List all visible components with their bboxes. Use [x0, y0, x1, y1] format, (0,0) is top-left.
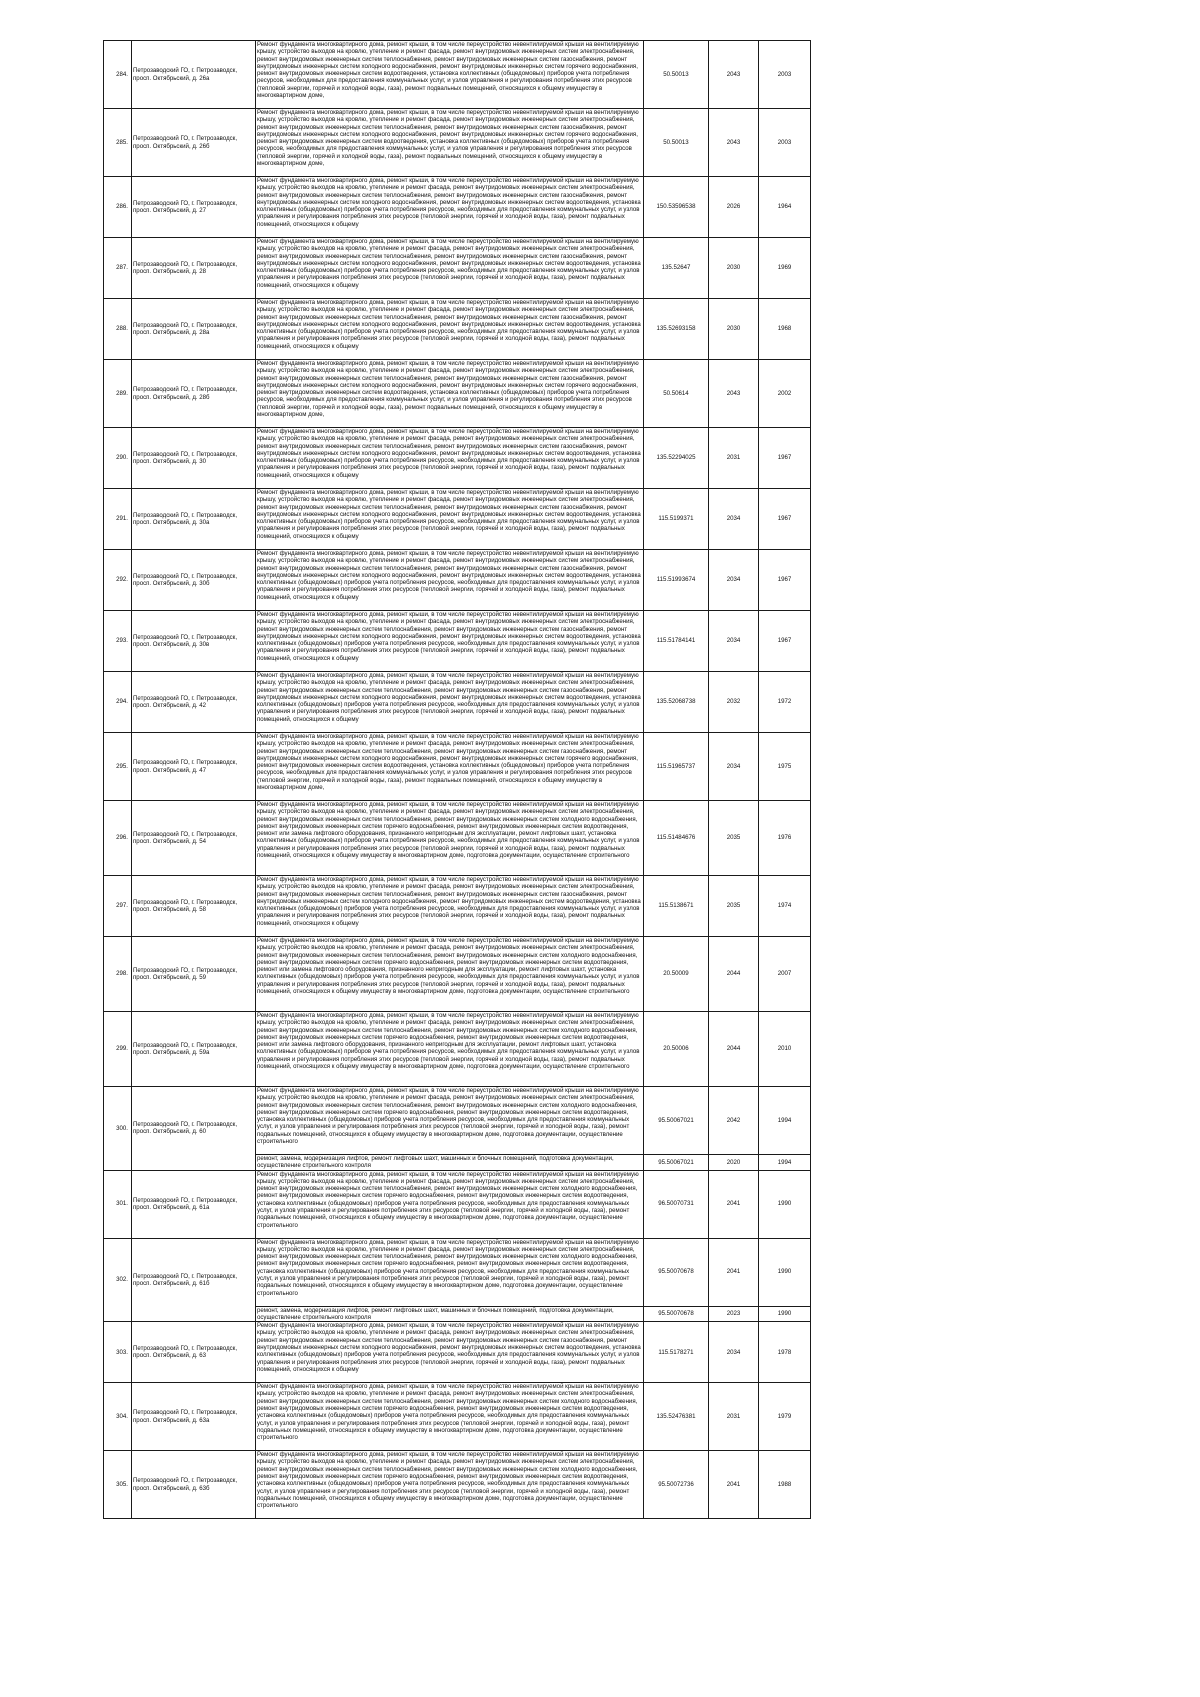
- work-description-text: Ремонт фундамента многоквартирного дома, ремонт крыши, в том числе переустройство невентилируемой крыши на вентилируемую крышу, устройство выходов на кровлю, утепление и ремонт фасада, ремонт внутридомовых инженерных систем электроснабжения, ремонт внутридомовых инженерных систем теплоснабжения, ремонт внутридомовых инженерных систем газоснабжения, ремонт внутридомовых инженерных систем холодного водоснабжения, ремонт внутридомовых инженерных систем водоотведения, установка коллективных (общедомовых) приборов учета потребления ресурсов, необходимых для предоставления коммунальных услуг, и узлов управления и регулирования потребления этих ресурсов (тепловой энергии, горячей и холодной воды, газа), ремонт подвальных помещений, относящихся к общему: [257, 550, 641, 601]
- repair-year-cell: 2031: [709, 428, 759, 489]
- repair-year-cell: 2030: [709, 238, 759, 299]
- cost-cell: 95.50067021: [644, 1087, 709, 1155]
- address-cell: Петрозаводский ГО, г. Петрозаводск, просп. Октябрьский, д. 63а: [132, 1383, 256, 1451]
- cost-cell: 115.51484676: [644, 801, 709, 876]
- build-year-cell: 1964: [759, 177, 811, 238]
- build-year-cell: 1990: [759, 1306, 811, 1322]
- address-cell: Петрозаводский ГО, г. Петрозаводск, просп. Октябрьский, д. 26а: [132, 41, 256, 109]
- capital-repair-table: [103, 40, 811, 1519]
- repair-year-cell: 2026: [709, 177, 759, 238]
- work-description-cell: [256, 109, 644, 177]
- table-row: [104, 41, 811, 109]
- build-year-cell: 1990: [759, 1170, 811, 1238]
- repair-year-cell: 2020: [709, 1155, 759, 1171]
- table-row: [104, 801, 811, 876]
- work-description-cell: [256, 177, 644, 238]
- build-year-cell: 1988: [759, 1451, 811, 1519]
- address-cell: Петрозаводский ГО, г. Петрозаводск, просп. Октябрьский, д. 26б: [132, 109, 256, 177]
- address-cell: Петрозаводский ГО, г. Петрозаводск, просп. Октябрьский, д. 63б: [132, 1451, 256, 1519]
- work-description-text: Ремонт фундамента многоквартирного дома, ремонт крыши, в том числе переустройство невентилируемой крыши на вентилируемую крышу, устройство выходов на кровлю, утепление и ремонт фасада, ремонт внутридомовых инженерных систем электроснабжения, ремонт внутридомовых инженерных систем теплоснабжения, ремонт внутридомовых инженерных систем холодного водоснабжения, ремонт внутридомовых инженерных систем горячего водоснабжения, ремонт внутридомовых инженерных систем водоотведения, ремонт или замена лифтового оборудования, признанного непригодным для эксплуатации, ремонт лифтовых шахт, установка коллективных (общедомовых) приборов учета потребления ресурсов, необходимых для предоставления коммунальных услуг, и узлов управления и регулирования потребления этих ресурсов (тепловой энергии, горячей и холодной воды, газа), ремонт подвальных помещений, относящихся к общему имуществу в многоквартирном доме, подготовка документации, осуществление строительного: [257, 1012, 640, 1071]
- work-description-cell: [256, 360, 644, 428]
- address-cell: Петрозаводский ГО, г. Петрозаводск, просп. Октябрьский, д. 63: [132, 1322, 256, 1383]
- repair-year-cell: 2023: [709, 1306, 759, 1322]
- address-cell: Петрозаводский ГО, г. Петрозаводск, просп. Октябрьский, д. 30б: [132, 550, 256, 611]
- table-row: [104, 611, 811, 672]
- work-description-cell: [256, 1383, 644, 1451]
- work-description-text: Ремонт фундамента многоквартирного дома, ремонт крыши, в том числе переустройство невентилируемой крыши на вентилируемую крышу, устройство выходов на кровлю, утепление и ремонт фасада, ремонт внутридомовых инженерных систем электроснабжения, ремонт внутридомовых инженерных систем теплоснабжения, ремонт внутридомовых инженерных систем газоснабжения, ремонт внутридомовых инженерных систем холодного водоснабжения, ремонт внутридомовых инженерных систем водоотведения, установка коллективных (общедомовых) приборов учета потребления ресурсов, необходимых для предоставления коммунальных услуг, и узлов управления и регулирования потребления этих ресурсов (тепловой энергии, горячей и холодной воды, газа), ремонт подвальных помещений, относящихся к общему: [257, 611, 641, 662]
- repair-year-cell: 2041: [709, 1451, 759, 1519]
- work-description-cell: ремонт, замена, модернизация лифтов, ремонт лифтовых шахт, машинных и блочных помещений, подготовка документации, осуществление строительного контроля: [256, 1306, 644, 1322]
- row-number-cell: 291.: [104, 489, 132, 550]
- repair-year-cell: 2044: [709, 937, 759, 1012]
- row-number-cell: 304.: [104, 1383, 132, 1451]
- row-number-cell: 299.: [104, 1012, 132, 1087]
- work-description-text: Ремонт фундамента многоквартирного дома, ремонт крыши, в том числе переустройство невентилируемой крыши на вентилируемую крышу, устройство выходов на кровлю, утепление и ремонт фасада, ремонт внутридомовых инженерных систем электроснабжения, ремонт внутридомовых инженерных систем теплоснабжения, ремонт внутридомовых инженерных систем холодного водоснабжения, ремонт внутридомовых инженерных систем горячего водоснабжения, ремонт внутридомовых инженерных систем водоотведения, ремонт или замена лифтового оборудования, признанного непригодным для эксплуатации, ремонт лифтовых шахт, установка коллективных (общедомовых) приборов учета потребления ресурсов, необходимых для предоставления коммунальных услуг, и узлов управления и регулирования потребления этих ресурсов (тепловой энергии, горячей и холодной воды, газа), ремонт подвальных помещений, относящихся к общему имуществу в многоквартирном доме, подготовка документации, осуществление строительного: [257, 801, 640, 860]
- row-number-cell: 287.: [104, 238, 132, 299]
- address-cell: Петрозаводский ГО, г. Петрозаводск, просп. Октябрьский, д. 28: [132, 238, 256, 299]
- address-cell: Петрозаводский ГО, г. Петрозаводск, просп. Октябрьский, д. 28б: [132, 360, 256, 428]
- cost-cell: 95.50067021: [644, 1155, 709, 1171]
- table-row: [104, 1322, 811, 1383]
- table-row: [104, 1238, 811, 1306]
- build-year-cell: 2003: [759, 109, 811, 177]
- table-row: [104, 550, 811, 611]
- work-description-text: Ремонт фундамента многоквартирного дома, ремонт крыши, в том числе переустройство невентилируемой крыши на вентилируемую крышу, устройство выходов на кровлю, утепление и ремонт фасада, ремонт внутридомовых инженерных систем электроснабжения, ремонт внутридомовых инженерных систем теплоснабжения, ремонт внутридомовых инженерных систем холодного водоснабжения, ремонт внутридомовых инженерных систем горячего водоснабжения, ремонт внутридомовых инженерных систем водоотведения, установка коллективных (общедомовых) приборов учета потребления ресурсов, необходимых для предоставления коммунальных услуг, и узлов управления и регулирования потребления этих ресурсов (тепловой энергии, горячей и холодной воды, газа), ремонт подвальных помещений, относящихся к общему имуществу в многоквартирном доме, подготовка документации, осуществление строительного: [257, 1451, 639, 1510]
- row-number-cell: 288.: [104, 299, 132, 360]
- row-number-cell: 292.: [104, 550, 132, 611]
- build-year-cell: 1974: [759, 876, 811, 937]
- build-year-cell: 2003: [759, 41, 811, 109]
- row-number-cell: 295.: [104, 733, 132, 801]
- cost-cell: 135.52476381: [644, 1383, 709, 1451]
- work-description-cell: [256, 41, 644, 109]
- build-year-cell: 2010: [759, 1012, 811, 1087]
- work-description-cell: [256, 299, 644, 360]
- address-cell: Петрозаводский ГО, г. Петрозаводск, просп. Октябрьский, д. 59а: [132, 1012, 256, 1087]
- table-row: [104, 489, 811, 550]
- row-number-cell: 290.: [104, 428, 132, 489]
- row-number-cell: 298.: [104, 937, 132, 1012]
- cost-cell: 115.51784141: [644, 611, 709, 672]
- cost-cell: 50.50614: [644, 360, 709, 428]
- repair-year-cell: 2043: [709, 360, 759, 428]
- row-number-cell: 293.: [104, 611, 132, 672]
- build-year-cell: 1976: [759, 801, 811, 876]
- work-description-cell: [256, 489, 644, 550]
- table-row: [104, 299, 811, 360]
- row-number-cell: 301.: [104, 1170, 132, 1238]
- cost-cell: 95.50070678: [644, 1306, 709, 1322]
- build-year-cell: 2002: [759, 360, 811, 428]
- cost-cell: 115.51993674: [644, 550, 709, 611]
- repair-year-cell: 2030: [709, 299, 759, 360]
- build-year-cell: 1994: [759, 1155, 811, 1171]
- table-row: [104, 1383, 811, 1451]
- work-description-text: Ремонт фундамента многоквартирного дома, ремонт крыши, в том числе переустройство невентилируемой крыши на вентилируемую крышу, устройство выходов на кровлю, утепление и ремонт фасада, ремонт внутридомовых инженерных систем электроснабжения, ремонт внутридомовых инженерных систем теплоснабжения, ремонт внутридомовых инженерных систем газоснабжения, ремонт внутридомовых инженерных систем холодного водоснабжения, ремонт внутридомовых инженерных систем горячего водоснабжения, ремонт внутридомовых инженерных систем водоотведения, установка коллективных (общедомовых) приборов учета потребления ресурсов, необходимых для предоставления коммунальных услуг, и узлов управления и регулирования потребления этих ресурсов (тепловой энергии, горячей и холодной воды, газа), ремонт подвальных помещений, относящихся к общему имуществу в многоквартирном доме,: [257, 733, 639, 792]
- cost-cell: 135.52647: [644, 238, 709, 299]
- repair-year-cell: 2041: [709, 1238, 759, 1306]
- address-cell: Петрозаводский ГО, г. Петрозаводск, просп. Октябрьский, д. 30а: [132, 489, 256, 550]
- row-number-cell: 294.: [104, 672, 132, 733]
- table-row: [104, 238, 811, 299]
- work-description-cell: [256, 1087, 644, 1155]
- row-number-cell: 286.: [104, 177, 132, 238]
- work-description-cell: ремонт, замена, модернизация лифтов, ремонт лифтовых шахт, машинных и блочных помещений, подготовка документации, осуществление строительного контроля: [256, 1155, 644, 1171]
- work-description-cell: [256, 876, 644, 937]
- address-cell: Петрозаводский ГО, г. Петрозаводск, просп. Октябрьский, д. 60: [132, 1087, 256, 1171]
- table-body: [104, 41, 811, 1519]
- table-row: [104, 177, 811, 238]
- work-description-text: Ремонт фундамента многоквартирного дома, ремонт крыши, в том числе переустройство невентилируемой крыши на вентилируемую крышу, устройство выходов на кровлю, утепление и ремонт фасада, ремонт внутридомовых инженерных систем электроснабжения, ремонт внутридомовых инженерных систем теплоснабжения, ремонт внутридомовых инженерных систем холодного водоснабжения, ремонт внутридомовых инженерных систем горячего водоснабжения, ремонт внутридомовых инженерных систем водоотведения, установка коллективных (общедомовых) приборов учета потребления ресурсов, необходимых для предоставления коммунальных услуг, и узлов управления и регулирования потребления этих ресурсов (тепловой энергии, горячей и холодной воды, газа), ремонт подвальных помещений, относящихся к общему имуществу в многоквартирном доме, подготовка документации, осуществление строительного: [257, 1087, 639, 1146]
- cost-cell: 115.5178271: [644, 1322, 709, 1383]
- work-description-cell: [256, 1238, 644, 1306]
- cost-cell: 115.5138671: [644, 876, 709, 937]
- work-description-cell: [256, 1322, 644, 1383]
- address-cell: Петрозаводский ГО, г. Петрозаводск, просп. Октябрьский, д. 30: [132, 428, 256, 489]
- address-cell: Петрозаводский ГО, г. Петрозаводск, просп. Октябрьский, д. 61б: [132, 1238, 256, 1322]
- row-number-cell: 296.: [104, 801, 132, 876]
- cost-cell: 20.50006: [644, 1012, 709, 1087]
- cost-cell: 50.50013: [644, 109, 709, 177]
- repair-year-cell: 2043: [709, 41, 759, 109]
- work-description-text: Ремонт фундамента многоквартирного дома, ремонт крыши, в том числе переустройство невентилируемой крыши на вентилируемую крышу, устройство выходов на кровлю, утепление и ремонт фасада, ремонт внутридомовых инженерных систем электроснабжения, ремонт внутридомовых инженерных систем теплоснабжения, ремонт внутридомовых инженерных систем холодного водоснабжения, ремонт внутридомовых инженерных систем горячего водоснабжения, ремонт внутридомовых инженерных систем водоотведения, установка коллективных (общедомовых) приборов учета потребления ресурсов, необходимых для предоставления коммунальных услуг, и узлов управления и регулирования потребления этих ресурсов (тепловой энергии, горячей и холодной воды, газа), ремонт подвальных помещений, относящихся к общему имуществу в многоквартирном доме, подготовка документации, осуществление строительного: [257, 1383, 639, 1442]
- build-year-cell: 1969: [759, 238, 811, 299]
- table-row: [104, 1170, 811, 1238]
- cost-cell: 95.50072736: [644, 1451, 709, 1519]
- work-description-text: Ремонт фундамента многоквартирного дома, ремонт крыши, в том числе переустройство невентилируемой крыши на вентилируемую крышу, устройство выходов на кровлю, утепление и ремонт фасада, ремонт внутридомовых инженерных систем электроснабжения, ремонт внутридомовых инженерных систем теплоснабжения, ремонт внутридомовых инженерных систем газоснабжения, ремонт внутридомовых инженерных систем холодного водоснабжения, ремонт внутридомовых инженерных систем водоотведения, установка коллективных (общедомовых) приборов учета потребления ресурсов, необходимых для предоставления коммунальных услуг, и узлов управления и регулирования потребления этих ресурсов (тепловой энергии, горячей и холодной воды, газа), ремонт подвальных помещений, относящихся к общему: [257, 428, 641, 479]
- build-year-cell: 1967: [759, 550, 811, 611]
- work-description-text: Ремонт фундамента многоквартирного дома, ремонт крыши, в том числе переустройство невентилируемой крыши на вентилируемую крышу, устройство выходов на кровлю, утепление и ремонт фасада, ремонт внутридомовых инженерных систем электроснабжения, ремонт внутридомовых инженерных систем теплоснабжения, ремонт внутридомовых инженерных систем газоснабжения, ремонт внутридомовых инженерных систем холодного водоснабжения, ремонт внутридомовых инженерных систем водоотведения, установка коллективных (общедомовых) приборов учета потребления ресурсов, необходимых для предоставления коммунальных услуг, и узлов управления и регулирования потребления этих ресурсов (тепловой энергии, горячей и холодной воды, газа), ремонт подвальных помещений, относящихся к общему: [257, 489, 641, 540]
- row-number-cell: 302.: [104, 1238, 132, 1322]
- repair-year-cell: 2041: [709, 1170, 759, 1238]
- cost-cell: 135.52693158: [644, 299, 709, 360]
- row-number-cell: 300.: [104, 1087, 132, 1171]
- table-row: [104, 428, 811, 489]
- work-description-text: Ремонт фундамента многоквартирного дома, ремонт крыши, в том числе переустройство невентилируемой крыши на вентилируемую крышу, устройство выходов на кровлю, утепление и ремонт фасада, ремонт внутридомовых инженерных систем электроснабжения, ремонт внутридомовых инженерных систем теплоснабжения, ремонт внутридомовых инженерных систем газоснабжения, ремонт внутридомовых инженерных систем холодного водоснабжения, ремонт внутридомовых инженерных систем водоотведения, установка коллективных (общедомовых) приборов учета потребления ресурсов, необходимых для предоставления коммунальных услуг, и узлов управления и регулирования потребления этих ресурсов (тепловой энергии, горячей и холодной воды, газа), ремонт подвальных помещений, относящихся к общему: [257, 299, 641, 350]
- repair-year-cell: 2035: [709, 876, 759, 937]
- build-year-cell: 1978: [759, 1322, 811, 1383]
- build-year-cell: 2007: [759, 937, 811, 1012]
- build-year-cell: 1968: [759, 299, 811, 360]
- cost-cell: 96.50070731: [644, 1170, 709, 1238]
- work-description-cell: [256, 672, 644, 733]
- table-row: [104, 1012, 811, 1087]
- table-row: [104, 1451, 811, 1519]
- address-cell: Петрозаводский ГО, г. Петрозаводск, просп. Октябрьский, д. 30в: [132, 611, 256, 672]
- repair-year-cell: 2042: [709, 1087, 759, 1155]
- cost-cell: 50.50013: [644, 41, 709, 109]
- cost-cell: 95.50070678: [644, 1238, 709, 1306]
- build-year-cell: 1967: [759, 428, 811, 489]
- work-description-text: Ремонт фундамента многоквартирного дома, ремонт крыши, в том числе переустройство невентилируемой крыши на вентилируемую крышу, устройство выходов на кровлю, утепление и ремонт фасада, ремонт внутридомовых инженерных систем электроснабжения, ремонт внутридомовых инженерных систем теплоснабжения, ремонт внутридомовых инженерных систем газоснабжения, ремонт внутридомовых инженерных систем холодного водоснабжения, ремонт внутридомовых инженерных систем водоотведения, установка коллективных (общедомовых) приборов учета потребления ресурсов, необходимых для предоставления коммунальных услуг, и узлов управления и регулирования потребления этих ресурсов (тепловой энергии, горячей и холодной воды, газа), ремонт подвальных помещений, относящихся к общему: [257, 1322, 641, 1373]
- build-year-cell: 1975: [759, 733, 811, 801]
- table-row: [104, 672, 811, 733]
- build-year-cell: 1972: [759, 672, 811, 733]
- table-row: [104, 360, 811, 428]
- work-description-cell: [256, 238, 644, 299]
- work-description-cell: [256, 1451, 644, 1519]
- repair-year-cell: 2035: [709, 801, 759, 876]
- repair-year-cell: 2032: [709, 672, 759, 733]
- repair-year-cell: 2044: [709, 1012, 759, 1087]
- cost-cell: 115.51965737: [644, 733, 709, 801]
- address-cell: Петрозаводский ГО, г. Петрозаводск, просп. Октябрьский, д. 28а: [132, 299, 256, 360]
- address-cell: Петрозаводский ГО, г. Петрозаводск, просп. Октябрьский, д. 42: [132, 672, 256, 733]
- row-number-cell: 284.: [104, 41, 132, 109]
- repair-year-cell: 2043: [709, 109, 759, 177]
- repair-year-cell: 2034: [709, 550, 759, 611]
- cost-cell: 115.5199371: [644, 489, 709, 550]
- work-description-cell: [256, 937, 644, 1012]
- row-number-cell: 305.: [104, 1451, 132, 1519]
- work-description-text: Ремонт фундамента многоквартирного дома, ремонт крыши, в том числе переустройство невентилируемой крыши на вентилируемую крышу, устройство выходов на кровлю, утепление и ремонт фасада, ремонт внутридомовых инженерных систем электроснабжения, ремонт внутридомовых инженерных систем теплоснабжения, ремонт внутридомовых инженерных систем газоснабжения, ремонт внутридомовых инженерных систем холодного водоснабжения, ремонт внутридомовых инженерных систем водоотведения, установка коллективных (общедомовых) приборов учета потребления ресурсов, необходимых для предоставления коммунальных услуг, и узлов управления и регулирования потребления этих ресурсов (тепловой энергии, горячей и холодной воды, газа), ремонт подвальных помещений, относящихся к общему: [257, 177, 641, 228]
- work-description-cell: [256, 1170, 644, 1238]
- work-description-text: Ремонт фундамента многоквартирного дома, ремонт крыши, в том числе переустройство невентилируемой крыши на вентилируемую крышу, устройство выходов на кровлю, утепление и ремонт фасада, ремонт внутридомовых инженерных систем электроснабжения, ремонт внутридомовых инженерных систем теплоснабжения, ремонт внутридомовых инженерных систем газоснабжения, ремонт внутридомовых инженерных систем холодного водоснабжения, ремонт внутридомовых инженерных систем водоотведения, установка коллективных (общедомовых) приборов учета потребления ресурсов, необходимых для предоставления коммунальных услуг, и узлов управления и регулирования потребления этих ресурсов (тепловой энергии, горячей и холодной воды, газа), ремонт подвальных помещений, относящихся к общему: [257, 238, 641, 289]
- build-year-cell: 1994: [759, 1087, 811, 1155]
- table-row: [104, 876, 811, 937]
- work-description-cell: [256, 801, 644, 876]
- repair-year-cell: 2034: [709, 733, 759, 801]
- work-description-text: Ремонт фундамента многоквартирного дома, ремонт крыши, в том числе переустройство невентилируемой крыши на вентилируемую крышу, устройство выходов на кровлю, утепление и ремонт фасада, ремонт внутридомовых инженерных систем электроснабжения, ремонт внутридомовых инженерных систем теплоснабжения, ремонт внутридомовых инженерных систем газоснабжения, ремонт внутридомовых инженерных систем холодного водоснабжения, ремонт внутридомовых инженерных систем горячего водоснабжения, ремонт внутридомовых инженерных систем водоотведения, установка коллективных (общедомовых) приборов учета потребления ресурсов, необходимых для предоставления коммунальных услуг, и узлов управления и регулирования потребления этих ресурсов (тепловой энергии, горячей и холодной воды, газа), ремонт подвальных помещений, относящихся к общему имуществу в многоквартирном доме,: [257, 360, 639, 419]
- cost-cell: 135.52068738: [644, 672, 709, 733]
- work-description-cell: [256, 1012, 644, 1087]
- cost-cell: 150.53596538: [644, 177, 709, 238]
- build-year-cell: 1967: [759, 489, 811, 550]
- address-cell: Петрозаводский ГО, г. Петрозаводск, просп. Октябрьский, д. 54: [132, 801, 256, 876]
- address-cell: Петрозаводский ГО, г. Петрозаводск, просп. Октябрьский, д. 61а: [132, 1170, 256, 1238]
- repair-year-cell: 2031: [709, 1383, 759, 1451]
- work-description-text: Ремонт фундамента многоквартирного дома, ремонт крыши, в том числе переустройство невентилируемой крыши на вентилируемую крышу, устройство выходов на кровлю, утепление и ремонт фасада, ремонт внутридомовых инженерных систем электроснабжения, ремонт внутридомовых инженерных систем теплоснабжения, ремонт внутридомовых инженерных систем холодного водоснабжения, ремонт внутридомовых инженерных систем горячего водоснабжения, ремонт внутридомовых инженерных систем водоотведения, установка коллективных (общедомовых) приборов учета потребления ресурсов, необходимых для предоставления коммунальных услуг, и узлов управления и регулирования потребления этих ресурсов (тепловой энергии, горячей и холодной воды, газа), ремонт подвальных помещений, относящихся к общему имуществу в многоквартирном доме, подготовка документации, осуществление строительного: [257, 1238, 639, 1297]
- address-cell: Петрозаводский ГО, г. Петрозаводск, просп. Октябрьский, д. 59: [132, 937, 256, 1012]
- build-year-cell: 1979: [759, 1383, 811, 1451]
- work-description-cell: [256, 611, 644, 672]
- repair-year-cell: 2034: [709, 1322, 759, 1383]
- build-year-cell: 1967: [759, 611, 811, 672]
- cost-cell: 20.50009: [644, 937, 709, 1012]
- work-description-text: Ремонт фундамента многоквартирного дома, ремонт крыши, в том числе переустройство невентилируемой крыши на вентилируемую крышу, устройство выходов на кровлю, утепление и ремонт фасада, ремонт внутридомовых инженерных систем электроснабжения, ремонт внутридомовых инженерных систем теплоснабжения, ремонт внутридомовых инженерных систем газоснабжения, ремонт внутридомовых инженерных систем холодного водоснабжения, ремонт внутридомовых инженерных систем водоотведения, установка коллективных (общедомовых) приборов учета потребления ресурсов, необходимых для предоставления коммунальных услуг, и узлов управления и регулирования потребления этих ресурсов (тепловой энергии, горячей и холодной воды, газа), ремонт подвальных помещений, относящихся к общему: [257, 876, 641, 927]
- build-year-cell: 1990: [759, 1238, 811, 1306]
- cost-cell: 135.52294025: [644, 428, 709, 489]
- work-description-cell: [256, 428, 644, 489]
- table-row: [104, 937, 811, 1012]
- row-number-cell: 303.: [104, 1322, 132, 1383]
- work-description-text: Ремонт фундамента многоквартирного дома, ремонт крыши, в том числе переустройство невентилируемой крыши на вентилируемую крышу, устройство выходов на кровлю, утепление и ремонт фасада, ремонт внутридомовых инженерных систем электроснабжения, ремонт внутридомовых инженерных систем теплоснабжения, ремонт внутридомовых инженерных систем газоснабжения, ремонт внутридомовых инженерных систем холодного водоснабжения, ремонт внутридомовых инженерных систем водоотведения, установка коллективных (общедомовых) приборов учета потребления ресурсов, необходимых для предоставления коммунальных услуг, и узлов управления и регулирования потребления этих ресурсов (тепловой энергии, горячей и холодной воды, газа), ремонт подвальных помещений, относящихся к общему: [257, 672, 641, 723]
- row-number-cell: 289.: [104, 360, 132, 428]
- repair-year-cell: 2034: [709, 611, 759, 672]
- table-row: [104, 109, 811, 177]
- address-cell: Петрозаводский ГО, г. Петрозаводск, просп. Октябрьский, д. 47: [132, 733, 256, 801]
- repair-year-cell: 2034: [709, 489, 759, 550]
- work-description-cell: [256, 733, 644, 801]
- work-description-text: Ремонт фундамента многоквартирного дома, ремонт крыши, в том числе переустройство невентилируемой крыши на вентилируемую крышу, устройство выходов на кровлю, утепление и ремонт фасада, ремонт внутридомовых инженерных систем электроснабжения, ремонт внутридомовых инженерных систем теплоснабжения, ремонт внутридомовых инженерных систем холодного водоснабжения, ремонт внутридомовых инженерных систем горячего водоснабжения, ремонт внутридомовых инженерных систем водоотведения, установка коллективных (общедомовых) приборов учета потребления ресурсов, необходимых для предоставления коммунальных услуг, и узлов управления и регулирования потребления этих ресурсов (тепловой энергии, горячей и холодной воды, газа), ремонт подвальных помещений, относящихся к общему имуществу в многоквартирном доме, подготовка документации, осуществление строительного: [257, 1170, 639, 1229]
- table-row: [104, 733, 811, 801]
- work-description-text: Ремонт фундамента многоквартирного дома, ремонт крыши, в том числе переустройство невентилируемой крыши на вентилируемую крышу, устройство выходов на кровлю, утепление и ремонт фасада, ремонт внутридомовых инженерных систем электроснабжения, ремонт внутридомовых инженерных систем теплоснабжения, ремонт внутридомовых инженерных систем холодного водоснабжения, ремонт внутридомовых инженерных систем горячего водоснабжения, ремонт внутридомовых инженерных систем водоотведения, ремонт или замена лифтового оборудования, признанного непригодным для эксплуатации, ремонт лифтовых шахт, установка коллективных (общедомовых) приборов учета потребления ресурсов, необходимых для предоставления коммунальных услуг, и узлов управления и регулирования потребления этих ресурсов (тепловой энергии, горячей и холодной воды, газа), ремонт подвальных помещений, относящихся к общему имуществу в многоквартирном доме, подготовка документации, осуществление строительного: [257, 937, 640, 996]
- row-number-cell: 297.: [104, 876, 132, 937]
- table-row: [104, 1087, 811, 1155]
- work-description-text: Ремонт фундамента многоквартирного дома, ремонт крыши, в том числе переустройство невентилируемой крыши на вентилируемую крышу, устройство выходов на кровлю, утепление и ремонт фасада, ремонт внутридомовых инженерных систем электроснабжения, ремонт внутридомовых инженерных систем теплоснабжения, ремонт внутридомовых инженерных систем газоснабжения, ремонт внутридомовых инженерных систем холодного водоснабжения, ремонт внутридомовых инженерных систем горячего водоснабжения, ремонт внутридомовых инженерных систем водоотведения, установка коллективных (общедомовых) приборов учета потребления ресурсов, необходимых для предоставления коммунальных услуг, и узлов управления и регулирования потребления этих ресурсов (тепловой энергии, горячей и холодной воды, газа), ремонт подвальных помещений, относящихся к общему имуществу в многоквартирном доме,: [257, 41, 639, 100]
- row-number-cell: 285.: [104, 109, 132, 177]
- address-cell: Петрозаводский ГО, г. Петрозаводск, просп. Октябрьский, д. 27: [132, 177, 256, 238]
- address-cell: Петрозаводский ГО, г. Петрозаводск, просп. Октябрьский, д. 58: [132, 876, 256, 937]
- work-description-cell: [256, 550, 644, 611]
- work-description-text: Ремонт фундамента многоквартирного дома, ремонт крыши, в том числе переустройство невентилируемой крыши на вентилируемую крышу, устройство выходов на кровлю, утепление и ремонт фасада, ремонт внутридомовых инженерных систем электроснабжения, ремонт внутридомовых инженерных систем теплоснабжения, ремонт внутридомовых инженерных систем газоснабжения, ремонт внутридомовых инженерных систем холодного водоснабжения, ремонт внутридомовых инженерных систем горячего водоснабжения, ремонт внутридомовых инженерных систем водоотведения, установка коллективных (общедомовых) приборов учета потребления ресурсов, необходимых для предоставления коммунальных услуг, и узлов управления и регулирования потребления этих ресурсов (тепловой энергии, горячей и холодной воды, газа), ремонт подвальных помещений, относящихся к общему имуществу в многоквартирном доме,: [257, 109, 639, 168]
